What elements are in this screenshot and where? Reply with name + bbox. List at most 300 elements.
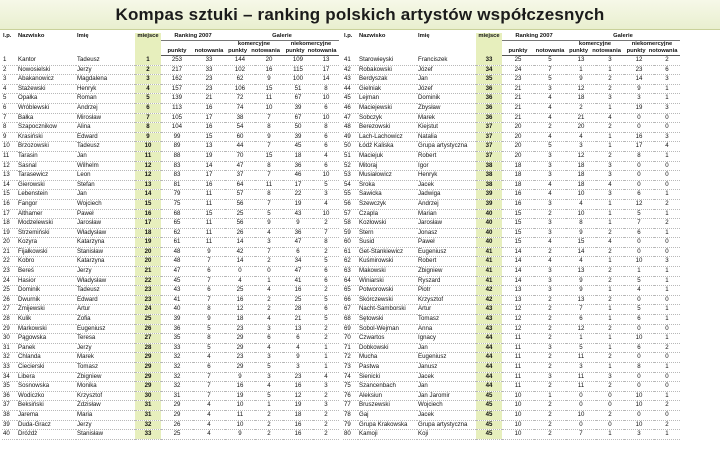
cell-imie: Jan xyxy=(417,343,476,353)
cell-kom-notowania: 9 xyxy=(255,132,283,142)
cell-niekom-notowania: 2 xyxy=(313,286,339,296)
cell-miejsce: 12 xyxy=(135,171,161,181)
cell-punkty: 162 xyxy=(161,75,193,85)
cell-kom-notowania: 1 xyxy=(596,219,624,229)
cell-nazwisko: Mucha xyxy=(358,353,417,363)
cell-miejsce: 43 xyxy=(476,324,502,334)
cell-lp: 58 xyxy=(343,219,358,229)
cell-miejsce: 37 xyxy=(476,142,502,152)
cell-nazwisko: Bałka xyxy=(17,113,76,123)
cell-kom-punkty: 10 xyxy=(225,401,255,411)
cell-kom-notowania: 1 xyxy=(596,286,624,296)
cell-niekom-notowania: 17 xyxy=(313,65,339,75)
cell-niekom-notowania: 1 xyxy=(313,353,339,363)
cell-notowania: 2 xyxy=(534,295,566,305)
cell-punkty: 45 xyxy=(161,276,193,286)
cell-kom-punkty: 42 xyxy=(225,247,255,257)
cell-notowania: 2 xyxy=(534,123,566,133)
cell-kom-notowania: 2 xyxy=(596,228,624,238)
cell-niekom-punkty: 25 xyxy=(283,295,313,305)
cell-niekom-notowania: 4 xyxy=(654,142,680,152)
table-row xyxy=(2,209,339,219)
cell-imie: Katarzyna xyxy=(76,238,135,248)
cell-notowania: 3 xyxy=(534,372,566,382)
cell-imie: Stanisław xyxy=(76,430,135,440)
cell-notowania: 2 xyxy=(534,247,566,257)
cell-kom-punkty: 13 xyxy=(566,267,596,277)
cell-kom-notowania: 2 xyxy=(255,430,283,440)
cell-punkty: 88 xyxy=(161,151,193,161)
cell-nazwisko: Nacht-Samborski xyxy=(358,305,417,315)
cell-punkty: 157 xyxy=(161,84,193,94)
cell-imie: Wojciech xyxy=(417,401,476,411)
cell-niekom-punkty: 46 xyxy=(283,171,313,181)
cell-notowania: 3 xyxy=(534,161,566,171)
cell-miejsce: 44 xyxy=(476,343,502,353)
cell-punkty: 13 xyxy=(502,286,534,296)
cell-notowania: 11 xyxy=(193,190,225,200)
cell-miejsce: 21 xyxy=(135,267,161,277)
cell-miejsce: 38 xyxy=(476,180,502,190)
table-row xyxy=(343,84,680,94)
cell-kom-punkty: 10 xyxy=(566,209,596,219)
cell-niekom-notowania: 1 xyxy=(654,267,680,277)
cell-kom-punkty: 29 xyxy=(225,334,255,344)
cell-punkty: 14 xyxy=(502,267,534,277)
cell-kom-punkty: 9 xyxy=(566,286,596,296)
cell-niekom-notowania: 6 xyxy=(313,276,339,286)
cell-niekom-notowania: 10 xyxy=(313,171,339,181)
cell-niekom-notowania: 6 xyxy=(313,161,339,171)
header-punkty: punkty xyxy=(502,41,534,56)
cell-kom-notowania: 1 xyxy=(596,257,624,267)
cell-imie: Jerzy xyxy=(76,65,135,75)
cell-kom-notowania: 2 xyxy=(255,410,283,420)
table-row xyxy=(343,334,680,344)
header-miejsce: miejsce xyxy=(135,33,161,56)
cell-nazwisko: Żmijewski xyxy=(17,305,76,315)
cell-notowania: 5 xyxy=(534,142,566,152)
cell-notowania: 9 xyxy=(193,315,225,325)
cell-nazwisko: Bruszewski xyxy=(358,401,417,411)
cell-niekom-notowania: 3 xyxy=(313,401,339,411)
cell-kom-punkty: 144 xyxy=(225,56,255,66)
cell-niekom-punkty: 9 xyxy=(283,219,313,229)
cell-niekom-notowania: 2 xyxy=(313,334,339,344)
cell-notowania: 7 xyxy=(193,372,225,382)
cell-lp: 6 xyxy=(2,103,17,113)
cell-lp: 9 xyxy=(2,132,17,142)
cell-niekom-notowania: 10 xyxy=(313,113,339,123)
cell-niekom-punkty: 16 xyxy=(283,286,313,296)
cell-punkty: 29 xyxy=(161,401,193,411)
cell-niekom-punkty: 16 xyxy=(283,430,313,440)
cell-niekom-notowania: 2 xyxy=(313,420,339,430)
cell-niekom-punkty: 1 xyxy=(624,267,654,277)
cell-lp: 1 xyxy=(2,56,17,66)
cell-imie: Koji xyxy=(417,430,476,440)
cell-punkty: 11 xyxy=(502,334,534,344)
cell-punkty: 20 xyxy=(502,123,534,133)
cell-lp: 44 xyxy=(343,84,358,94)
cell-niekom-notowania: 6 xyxy=(313,305,339,315)
cell-imie: Maria xyxy=(76,410,135,420)
cell-imie: Jacek xyxy=(417,372,476,382)
cell-nazwisko: Sętowski xyxy=(358,315,417,325)
table-row xyxy=(2,113,339,123)
cell-niekom-punkty: 0 xyxy=(624,295,654,305)
cell-niekom-punkty: 6 xyxy=(283,247,313,257)
cell-kom-notowania: 1 xyxy=(596,315,624,325)
cell-notowania: 11 xyxy=(193,219,225,229)
cell-miejsce: 10 xyxy=(135,142,161,152)
cell-kom-punkty: 6 xyxy=(566,315,596,325)
cell-kom-punkty: 8 xyxy=(566,219,596,229)
cell-punkty: 48 xyxy=(161,247,193,257)
cell-nazwisko: Pastwa xyxy=(358,363,417,373)
cell-imie: Marek xyxy=(417,113,476,123)
cell-niekom-notowania: 3 xyxy=(313,190,339,200)
cell-lp: 75 xyxy=(343,382,358,392)
cell-imie: Jan xyxy=(417,382,476,392)
cell-kom-punkty: 20 xyxy=(566,123,596,133)
cell-miejsce: 39 xyxy=(476,190,502,200)
table-row xyxy=(343,123,680,133)
cell-kom-notowania: 1 xyxy=(255,401,283,411)
cell-niekom-punkty: 13 xyxy=(283,324,313,334)
cell-lp: 4 xyxy=(2,84,17,94)
cell-lp: 22 xyxy=(2,257,17,267)
cell-punkty: 32 xyxy=(161,363,193,373)
cell-kom-notowania: 1 xyxy=(596,209,624,219)
cell-niekom-punkty: 18 xyxy=(283,410,313,420)
cell-kom-punkty: 0 xyxy=(566,401,596,411)
cell-nazwisko: Get-Stankiewicz xyxy=(358,247,417,257)
cell-niekom-punkty: 12 xyxy=(624,199,654,209)
cell-punkty: 11 xyxy=(502,372,534,382)
cell-kom-punkty: 5 xyxy=(566,343,596,353)
table-row xyxy=(2,199,339,209)
cell-niekom-punkty: 0 xyxy=(624,382,654,392)
cell-miejsce: 11 xyxy=(135,151,161,161)
cell-miejsce: 6 xyxy=(135,103,161,113)
cell-niekom-notowania: 5 xyxy=(313,257,339,267)
cell-nazwisko: Maciejewski xyxy=(358,103,417,113)
cell-kom-notowania: 16 xyxy=(255,65,283,75)
cell-niekom-punkty: 21 xyxy=(283,315,313,325)
cell-notowania: 2 xyxy=(534,410,566,420)
cell-lp: 12 xyxy=(2,161,17,171)
table-row xyxy=(2,151,339,161)
cell-notowania: 3 xyxy=(534,199,566,209)
cell-kom-punkty: 18 xyxy=(566,180,596,190)
header-kom-punkty: punkty xyxy=(228,48,248,54)
cell-punkty: 113 xyxy=(161,103,193,113)
cell-lp: 49 xyxy=(343,132,358,142)
cell-imie: Janusz xyxy=(417,363,476,373)
table-row xyxy=(2,94,339,104)
cell-punkty: 43 xyxy=(161,286,193,296)
cell-notowania: 7 xyxy=(193,391,225,401)
cell-miejsce: 41 xyxy=(476,257,502,267)
cell-lp: 32 xyxy=(2,353,17,363)
cell-miejsce: 38 xyxy=(476,171,502,181)
cell-niekom-notowania: 2 xyxy=(654,219,680,229)
cell-miejsce: 40 xyxy=(476,238,502,248)
cell-punkty: 14 xyxy=(502,276,534,286)
cell-imie: Paweł xyxy=(417,238,476,248)
cell-notowania: 3 xyxy=(534,219,566,229)
cell-miejsce: 19 xyxy=(135,238,161,248)
cell-lp: 21 xyxy=(2,247,17,257)
cell-punkty: 36 xyxy=(161,324,193,334)
cell-niekom-notowania: 0 xyxy=(654,382,680,392)
cell-nazwisko: Wróblewski xyxy=(17,103,76,113)
cell-notowania: 17 xyxy=(193,113,225,123)
cell-lp: 41 xyxy=(343,56,358,66)
cell-niekom-punkty: 3 xyxy=(624,94,654,104)
cell-lp: 14 xyxy=(2,180,17,190)
cell-kom-notowania: 1 xyxy=(255,276,283,286)
cell-kom-notowania: 3 xyxy=(255,353,283,363)
cell-niekom-notowania: 1 xyxy=(654,209,680,219)
cell-nazwisko: Ciecierski xyxy=(17,363,76,373)
cell-niekom-punkty: 10 xyxy=(624,391,654,401)
cell-niekom-punkty: 0 xyxy=(624,180,654,190)
cell-punkty: 35 xyxy=(161,334,193,344)
cell-niekom-notowania: 8 xyxy=(313,238,339,248)
header-galerie-group: Galerie xyxy=(566,33,680,41)
cell-lp: 25 xyxy=(2,286,17,296)
cell-imie: Zbigniew xyxy=(76,372,135,382)
cell-kom-punkty: 11 xyxy=(225,410,255,420)
cell-notowania: 9 xyxy=(193,247,225,257)
cell-miejsce: 44 xyxy=(476,334,502,344)
cell-niekom-punkty: 50 xyxy=(283,123,313,133)
cell-notowania: 3 xyxy=(534,171,566,181)
table-row xyxy=(2,257,339,267)
cell-miejsce: 44 xyxy=(476,353,502,363)
cell-lp: 53 xyxy=(343,171,358,181)
cell-punkty: 83 xyxy=(161,161,193,171)
cell-nazwisko: Althamer xyxy=(17,209,76,219)
table-row xyxy=(343,401,680,411)
cell-kom-notowania: 4 xyxy=(255,382,283,392)
cell-kom-punkty: 11 xyxy=(566,372,596,382)
cell-punkty: 217 xyxy=(161,65,193,75)
table-row xyxy=(343,228,680,238)
cell-imie: Leon xyxy=(76,171,135,181)
cell-niekom-punkty: 8 xyxy=(624,151,654,161)
cell-niekom-notowania: 13 xyxy=(313,56,339,66)
cell-lp: 40 xyxy=(2,430,17,440)
cell-lp: 10 xyxy=(2,142,17,152)
cell-niekom-punkty: 47 xyxy=(283,267,313,277)
cell-niekom-notowania: 1 xyxy=(654,305,680,315)
cell-punkty: 83 xyxy=(161,171,193,181)
cell-imie: Monika xyxy=(76,382,135,392)
cell-kom-punkty: 15 xyxy=(566,238,596,248)
cell-imie: Jarosław xyxy=(76,219,135,229)
cell-kom-punkty: 11 xyxy=(566,382,596,392)
cell-kom-punkty: 16 xyxy=(225,295,255,305)
table-row xyxy=(2,382,339,392)
cell-notowania: 2 xyxy=(534,363,566,373)
cell-nazwisko: Stażewski xyxy=(17,84,76,94)
cell-punkty: 99 xyxy=(161,132,193,142)
cell-imie: Eugeniusz xyxy=(417,247,476,257)
cell-lp: 31 xyxy=(2,343,17,353)
cell-punkty: 15 xyxy=(502,209,534,219)
header-komercyjne xyxy=(566,41,624,56)
cell-niekom-notowania: 6 xyxy=(654,65,680,75)
cell-imie: Stanisław xyxy=(76,247,135,257)
cell-nazwisko: Jarema xyxy=(17,410,76,420)
cell-miejsce: 23 xyxy=(135,286,161,296)
cell-imie: Wilhelm xyxy=(76,161,135,171)
cell-miejsce: 9 xyxy=(135,132,161,142)
cell-nazwisko: Strzemiński xyxy=(17,228,76,238)
cell-lp: 7 xyxy=(2,113,17,123)
cell-notowania: 5 xyxy=(193,324,225,334)
cell-notowania: 5 xyxy=(534,56,566,66)
cell-niekom-notowania: 0 xyxy=(654,353,680,363)
table-row xyxy=(2,420,339,430)
cell-lp: 29 xyxy=(2,324,17,334)
cell-lp: 47 xyxy=(343,113,358,123)
cell-kom-notowania: 8 xyxy=(255,123,283,133)
cell-miejsce: 12 xyxy=(135,161,161,171)
table-row xyxy=(343,142,680,152)
cell-imie: Tomasz xyxy=(417,315,476,325)
cell-niekom-notowania: 2 xyxy=(313,410,339,420)
cell-kom-notowania: 20 xyxy=(255,56,283,66)
cell-niekom-punkty: 17 xyxy=(283,180,313,190)
cell-miejsce: 39 xyxy=(476,199,502,209)
cell-nazwisko: Lebenstein xyxy=(17,190,76,200)
table-body-right xyxy=(343,56,680,440)
cell-punkty: 20 xyxy=(502,142,534,152)
table-row xyxy=(343,219,680,229)
cell-punkty: 139 xyxy=(161,94,193,104)
cell-kom-notowania: 1 xyxy=(596,142,624,152)
cell-kom-notowania: 1 xyxy=(596,363,624,373)
cell-nazwisko: Kantor xyxy=(17,56,76,66)
cell-punkty: 18 xyxy=(502,180,534,190)
cell-punkty: 26 xyxy=(161,420,193,430)
cell-lp: 43 xyxy=(343,75,358,85)
cell-kom-notowania: 3 xyxy=(255,324,283,334)
table-row xyxy=(343,430,680,440)
table-row xyxy=(2,190,339,200)
cell-notowania: 3 xyxy=(534,151,566,161)
cell-lp: 13 xyxy=(2,171,17,181)
table-row xyxy=(2,84,339,94)
cell-lp: 52 xyxy=(343,161,358,171)
cell-punkty: 16 xyxy=(502,199,534,209)
cell-lp: 70 xyxy=(343,334,358,344)
table-row xyxy=(2,75,339,85)
cell-notowania: 4 xyxy=(534,103,566,113)
cell-punkty: 81 xyxy=(161,180,193,190)
cell-kom-punkty: 25 xyxy=(225,286,255,296)
table-row xyxy=(343,209,680,219)
cell-kom-punkty: 64 xyxy=(225,180,255,190)
cell-kom-notowania: 4 xyxy=(596,238,624,248)
cell-niekom-notowania: 0 xyxy=(654,324,680,334)
cell-punkty: 75 xyxy=(161,199,193,209)
cell-kom-punkty: 29 xyxy=(225,363,255,373)
cell-punkty: 47 xyxy=(161,267,193,277)
cell-kom-notowania: 3 xyxy=(255,372,283,382)
cell-notowania: 17 xyxy=(193,171,225,181)
cell-niekom-punkty: 10 xyxy=(624,401,654,411)
cell-niekom-notowania: 1 xyxy=(654,286,680,296)
cell-kom-notowania: 4 xyxy=(255,315,283,325)
cell-niekom-punkty: 0 xyxy=(624,353,654,363)
cell-miejsce: 44 xyxy=(476,382,502,392)
cell-punkty: 16 xyxy=(502,190,534,200)
cell-lp: 59 xyxy=(343,228,358,238)
cell-lp: 2 xyxy=(2,65,17,75)
cell-nazwisko: Gierowski xyxy=(17,180,76,190)
cell-niekom-notowania: 5 xyxy=(313,180,339,190)
cell-punkty: 62 xyxy=(161,228,193,238)
cell-kom-punkty: 62 xyxy=(225,75,255,85)
table-row xyxy=(343,410,680,420)
cell-punkty: 41 xyxy=(161,295,193,305)
table-row xyxy=(343,113,680,123)
header-imie: Imię xyxy=(418,33,430,39)
cell-punkty: 39 xyxy=(161,315,193,325)
cell-notowania: 2 xyxy=(534,430,566,440)
cell-niekom-punkty: 19 xyxy=(283,199,313,209)
cell-miejsce: 1 xyxy=(135,56,161,66)
header-imie: Imię xyxy=(77,33,89,39)
cell-kom-notowania: 2 xyxy=(596,75,624,85)
header-niekomercyjne-label: niekomercyjne xyxy=(631,41,673,47)
cell-imie: Paweł xyxy=(76,209,135,219)
cell-kom-punkty: 10 xyxy=(566,410,596,420)
cell-notowania: 3 xyxy=(534,267,566,277)
ranking-table-left xyxy=(2,33,339,440)
cell-niekom-notowania: 0 xyxy=(654,180,680,190)
cell-notowania: 8 xyxy=(193,305,225,315)
cell-kom-notowania: 2 xyxy=(255,295,283,305)
cell-punkty: 15 xyxy=(502,228,534,238)
cell-kom-punkty: 4 xyxy=(566,257,596,267)
cell-punkty: 31 xyxy=(161,391,193,401)
cell-nazwisko: Berezowski xyxy=(358,123,417,133)
cell-punkty: 12 xyxy=(502,305,534,315)
table-row xyxy=(2,286,339,296)
cell-punkty: 89 xyxy=(161,142,193,152)
table-row xyxy=(343,363,680,373)
header-punkty: punkty xyxy=(161,41,193,56)
cell-lp: 68 xyxy=(343,315,358,325)
header-niekomercyjne xyxy=(283,41,339,56)
cell-niekom-punkty: 67 xyxy=(283,94,313,104)
cell-imie: Kiejstut xyxy=(417,123,476,133)
cell-punkty: 11 xyxy=(502,382,534,392)
cell-lp: 73 xyxy=(343,363,358,373)
table-row xyxy=(2,343,339,353)
cell-niekom-notowania: 4 xyxy=(313,151,339,161)
cell-imie: Katarzyna xyxy=(76,257,135,267)
cell-notowania: 19 xyxy=(193,151,225,161)
cell-nazwisko: Sawicka xyxy=(358,190,417,200)
cell-miejsce: 43 xyxy=(476,305,502,315)
